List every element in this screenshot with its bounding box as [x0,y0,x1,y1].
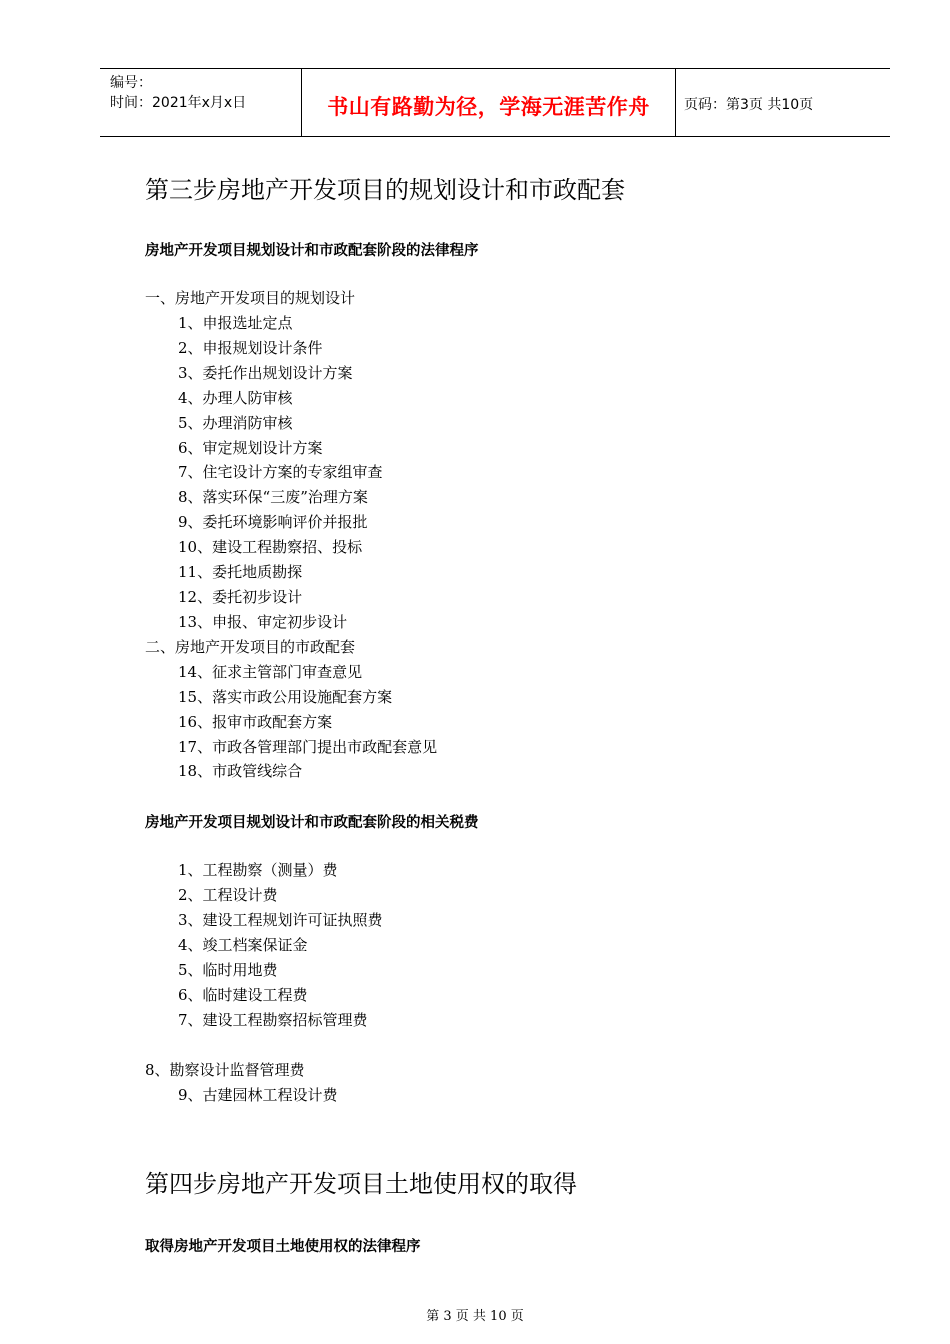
list-item: 12、委托初步设计 [178,588,303,606]
list-item: 4、竣工档案保证金 [178,936,308,954]
list-item: 16、报审市政配套方案 [178,713,333,731]
step4-legal-heading: 取得房地产开发项目土地使用权的法律程序 [145,1239,421,1255]
list-item: 11、委托地质勘探 [178,563,303,581]
list-item: 14、征求主管部门审查意见 [178,663,363,681]
page-footer: 第 3 页 共 10 页 [426,1309,524,1324]
page-header [100,68,890,137]
list-item: 5、办理消防审核 [178,414,293,432]
list-item: 2、申报规划设计条件 [178,339,323,357]
document-time-label: 时间：2021年x月x日 [110,95,247,111]
list-item: 2、工程设计费 [178,886,278,904]
list-item: 15、落实市政公用设施配套方案 [178,688,393,706]
list-item: 6、临时建设工程费 [178,986,308,1004]
step4-title: 第四步房地产开发项目土地使用权的取得 [145,1170,577,1198]
list-item: 1、工程勘察（测量）费 [178,861,338,879]
list-item: 9、委托环境影响评价并报批 [178,513,368,531]
list-item: 3、委托作出规划设计方案 [178,364,353,382]
list-item: 7、建设工程勘察招标管理费 [178,1011,368,1029]
step3-title: 第三步房地产开发项目的规划设计和市政配套 [145,176,625,204]
list-item: 6、审定规划设计方案 [178,439,323,457]
list-item: 5、临时用地费 [178,961,278,979]
document-code-label: 编号： [110,75,152,91]
header-page-info: 页码：第3页 共10页 [684,97,814,113]
step3-legal-heading: 房地产开发项目规划设计和市政配套阶段的法律程序 [145,243,479,259]
header-motto: 书山有路勤为径，学海无涯苦作舟 [327,95,650,119]
header-page-cell [676,69,890,136]
list-item: 9、古建园林工程设计费 [178,1086,338,1104]
list-item: 10、建设工程勘察招、投标 [178,538,363,556]
header-meta-cell [100,69,302,136]
list-item: 17、市政各管理部门提出市政配套意见 [178,738,438,756]
part1-title: 一、房地产开发项目的规划设计 [145,289,356,307]
step3-tax-heading: 房地产开发项目规划设计和市政配套阶段的相关税费 [145,815,479,831]
list-item: 8、落实环保“三废”治理方案 [178,488,368,506]
list-item: 18、市政管线综合 [178,762,303,780]
list-item: 1、申报选址定点 [178,314,293,332]
header-motto-cell [302,69,676,136]
list-item: 3、建设工程规划许可证执照费 [178,911,383,929]
list-item: 7、住宅设计方案的专家组审查 [178,463,383,481]
list-item: 13、申报、审定初步设计 [178,613,348,631]
part2-title: 二、房地产开发项目的市政配套 [145,638,356,656]
list-item: 4、办理人防审核 [178,389,293,407]
list-item: 8、勘察设计监督管理费 [145,1061,305,1079]
